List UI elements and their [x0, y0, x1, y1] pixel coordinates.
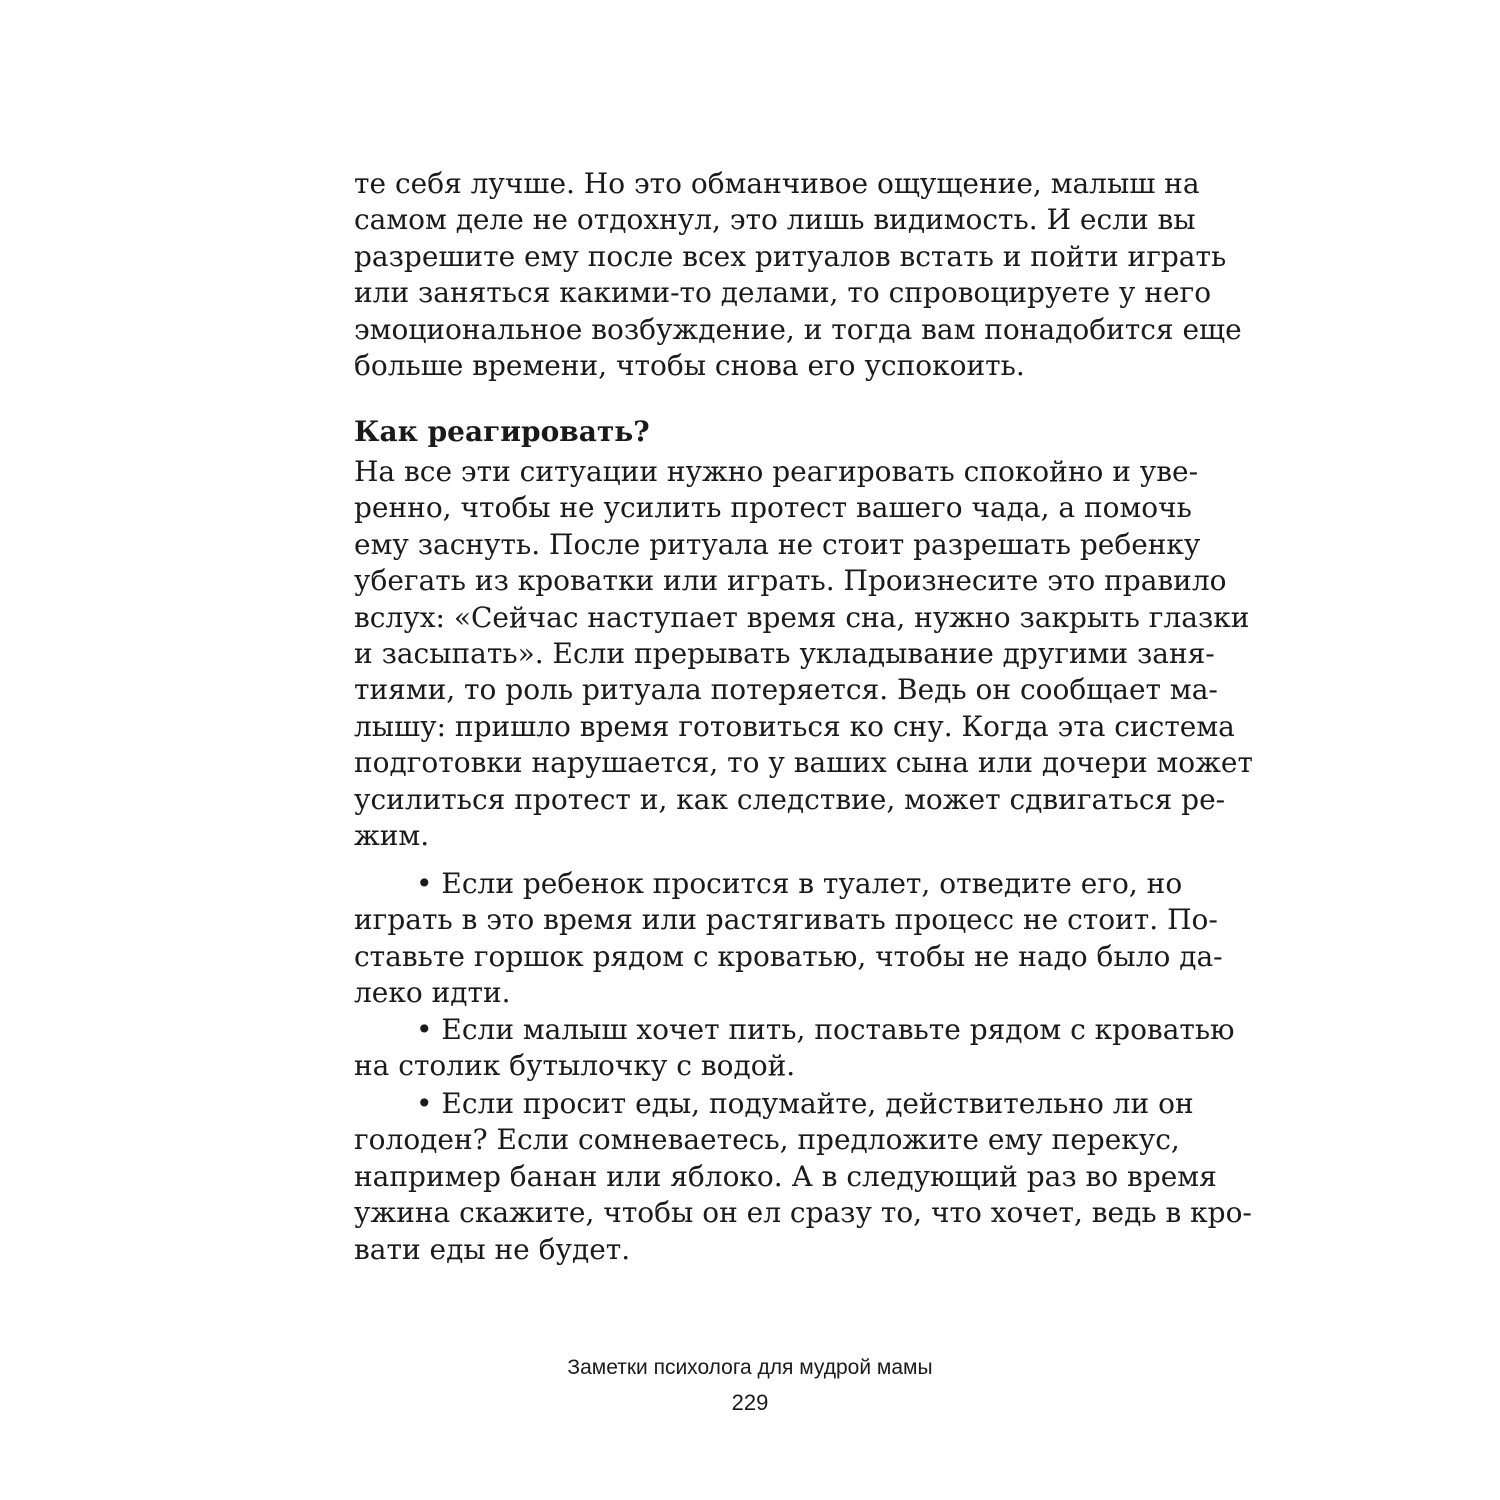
text-line: ставьте горшок рядом с кроватью, чтобы не надо было да- [354, 939, 1223, 973]
bullet-item [354, 1086, 1252, 1268]
text-line: ренно, чтобы не усилить протест вашего чада, а помочь [354, 491, 1192, 525]
paragraph-top [354, 166, 1242, 384]
text-line: подготовки нарушается, то у ваших сына или дочери может [354, 746, 1253, 780]
text-line: на столик бутылочку с водой. [354, 1049, 796, 1083]
text-line: голоден? Если сомневаетесь, предложите ему перекус, [354, 1123, 1180, 1157]
text-line: лышу: пришло время готовиться ко сну. Когда эта система [354, 709, 1235, 743]
text-line: те себя лучше. Но это обманчивое ощущение, малыш на [354, 167, 1200, 200]
text-line: и засыпать». Если прерывать укладывание другими заня- [354, 636, 1215, 670]
text-line: убегать из кроватки или играть. Произнесите это правило [354, 564, 1227, 598]
text-line: • Если просит еды, подумайте, действительно ли он [416, 1087, 1194, 1120]
text-line: или заняться какими-то делами, то спровоцируете у него [354, 276, 1212, 310]
text-line: играть в это время или растягивать процесс не стоит. По- [354, 903, 1218, 937]
bullet-item [354, 866, 1223, 1012]
text-line: леко идти. [354, 976, 511, 1010]
text-line: • Если ребенок просится в туалет, отведите его, но [416, 867, 1183, 900]
page-number: 229 [731, 1390, 769, 1415]
text-line: например банан или яблоко. А в следующий раз во время [354, 1159, 1217, 1193]
text-line: самом деле не отдохнул, это лишь видимость. И если вы [354, 203, 1196, 237]
text-line: ужина скажите, чтобы он ел сразу то, что хочет, ведь в кро- [354, 1196, 1252, 1230]
section-paragraph [354, 454, 1253, 854]
text-line: вати еды не будет. [354, 1232, 631, 1266]
text-line: больше времени, чтобы снова его успокоить. [354, 348, 1025, 382]
book-title-footer: Заметки психолога для мудрой мамы [567, 1356, 933, 1379]
text-line: эмоциональное возбуждение, и тогда вам понадобится еще [354, 312, 1242, 346]
text-line: ему заснуть. После ритуала не стоит разрешать ребенку [354, 527, 1201, 561]
text-line: усилиться протест и, как следствие, может сдвигаться ре- [354, 782, 1226, 816]
text-line: тиями, то роль ритуала потеряется. Ведь он сообщает ма- [354, 673, 1218, 707]
text-line: На все эти ситуации нужно реагировать спокойно и уве- [354, 455, 1199, 488]
text-line: • Если малыш хочет пить, поставьте рядом с кроватью [416, 1013, 1235, 1046]
bullet-item [354, 1012, 1235, 1085]
section-heading: Как реагировать? [354, 415, 650, 448]
text-line: разрешите ему после всех ритуалов встать и пойти играть [354, 239, 1227, 273]
text-line: жим. [354, 818, 430, 852]
text-line: вслух: «Сейчас наступает время сна, нужно закрыть глазки [354, 600, 1250, 634]
